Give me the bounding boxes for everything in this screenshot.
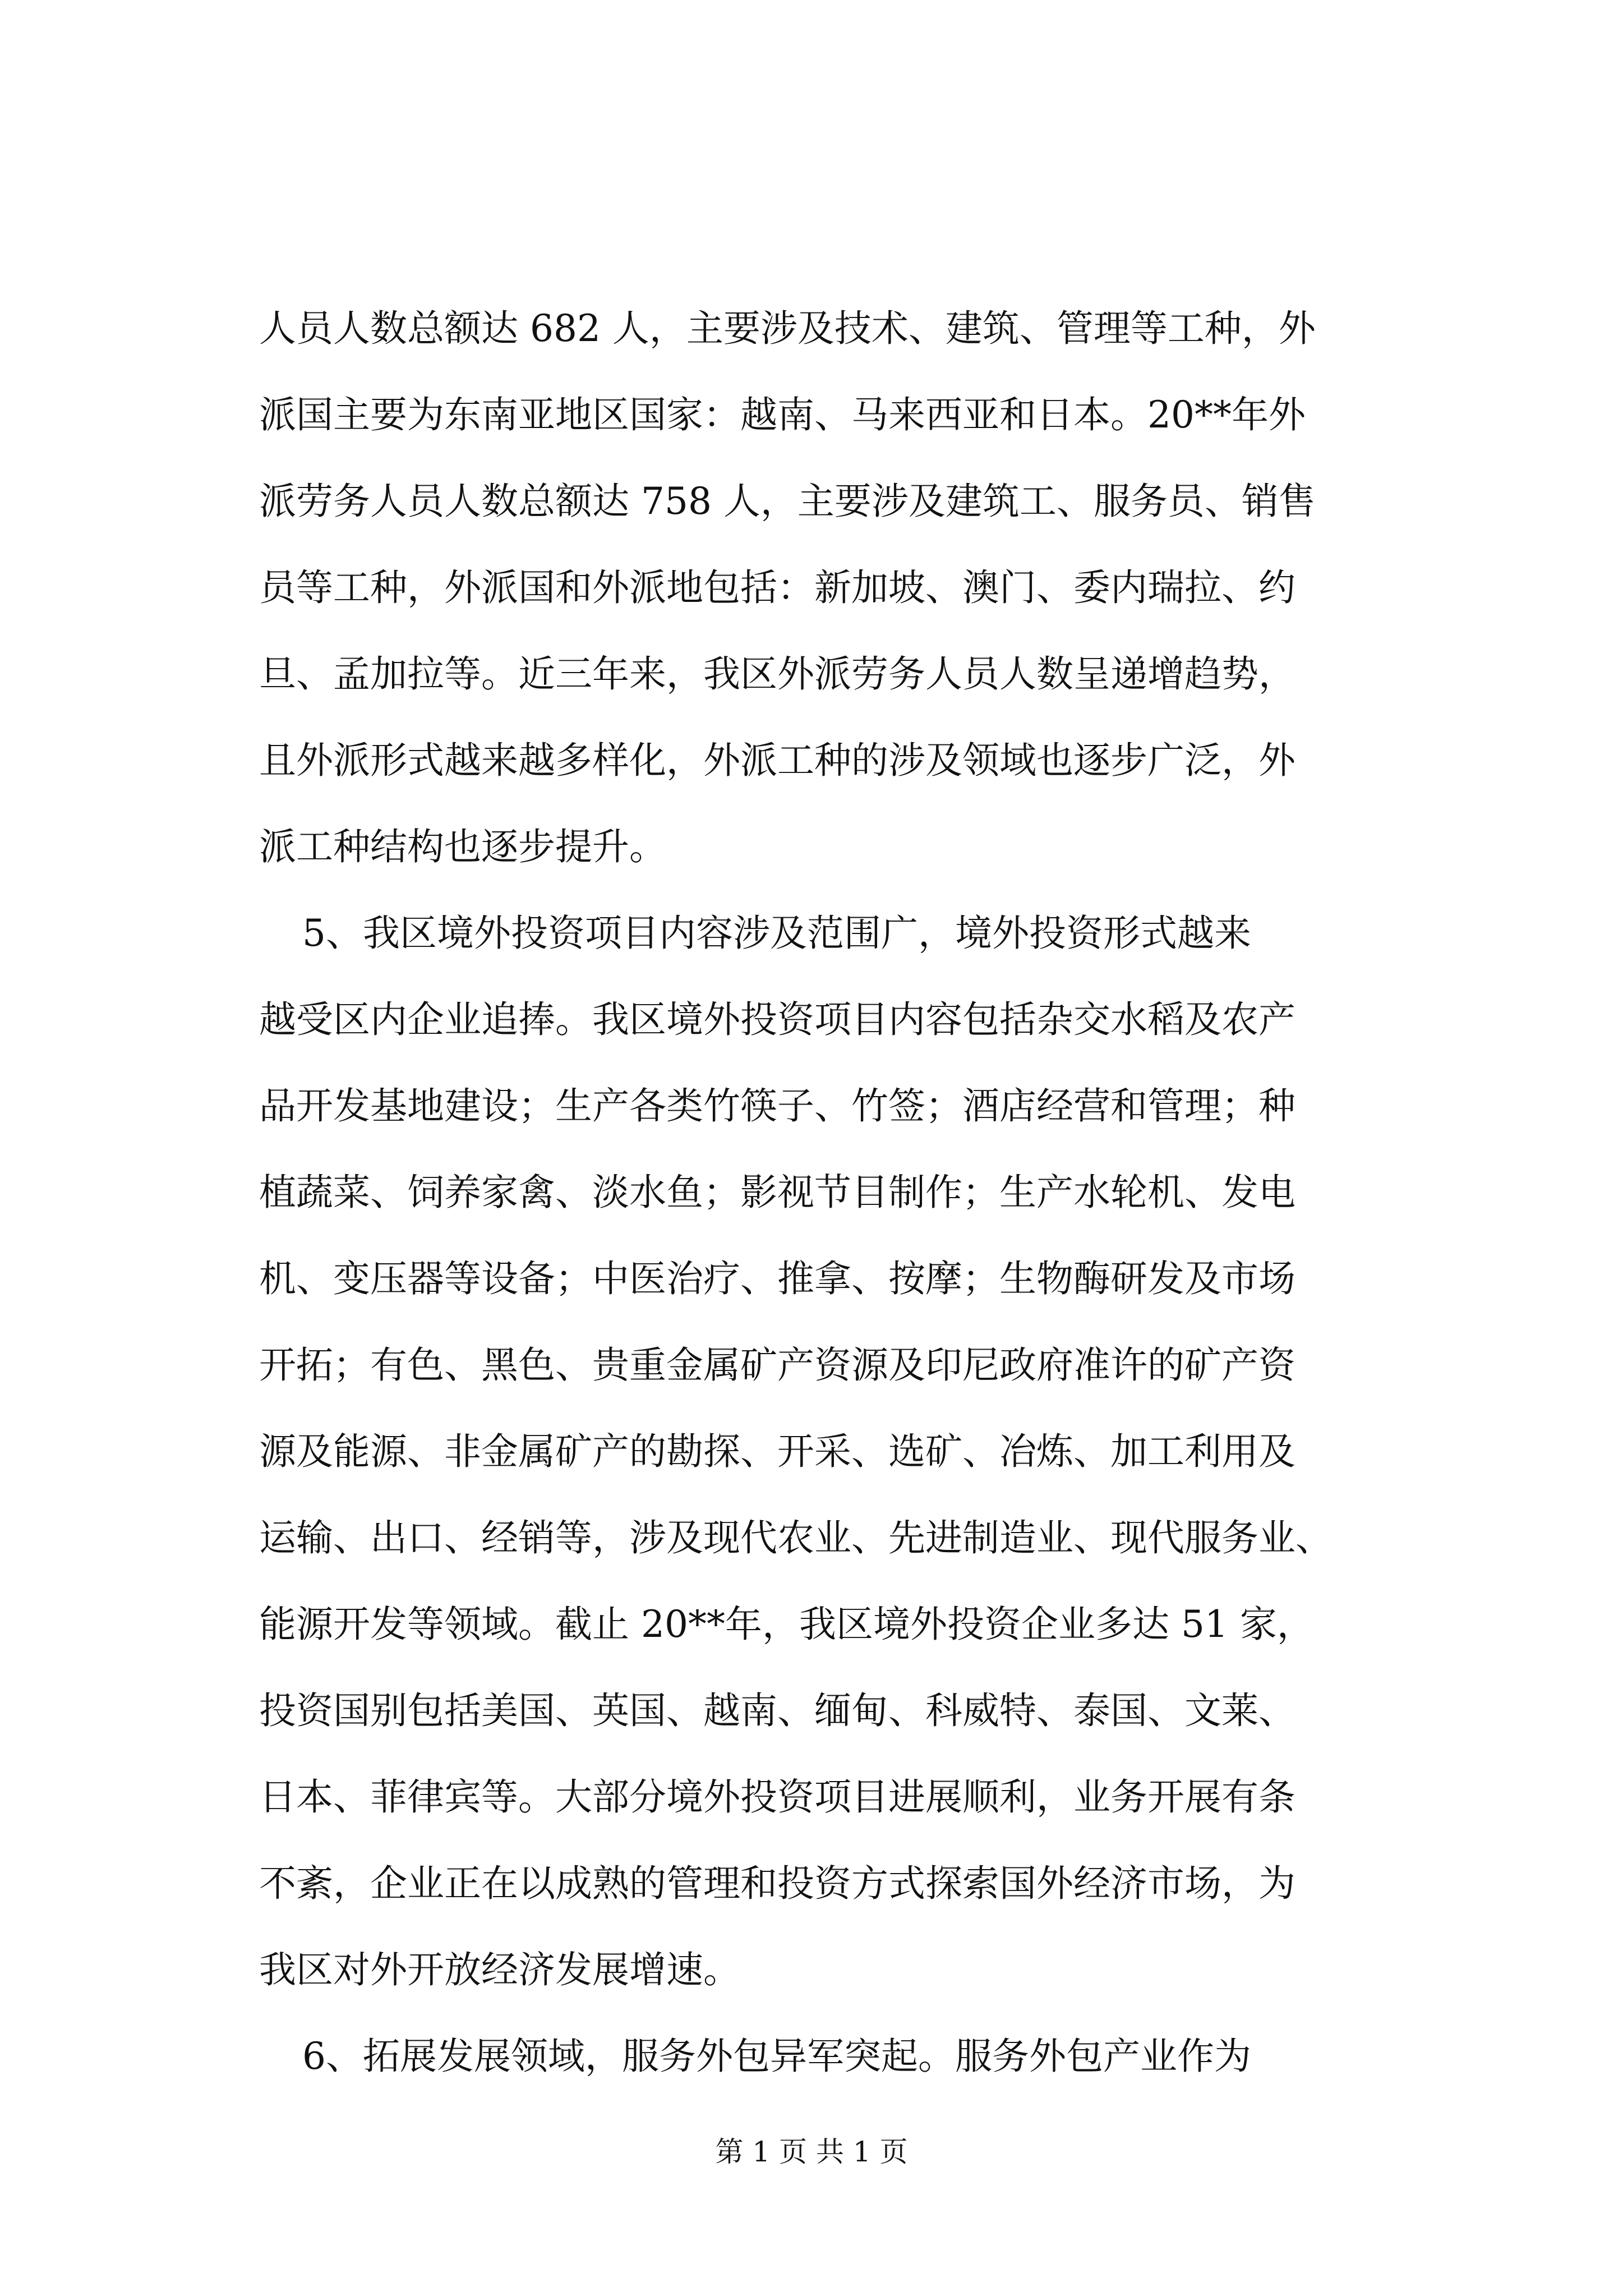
text-line: 派工种结构也逐步提升。: [259, 825, 666, 868]
text-line: 投资国别包括美国、英国、越南、缅甸、科威特、泰国、文莱、: [259, 1689, 1295, 1732]
text-line: 不紊，企业正在以成熟的管理和投资方式探索国外经济市场，为: [259, 1862, 1295, 1905]
text-line: 5、我区境外投资项目内容涉及范围广，境外投资形式越来: [302, 912, 1251, 955]
text-line: 人员人数总额达 682 人，主要涉及技术、建筑、管理等工种，外: [259, 307, 1316, 350]
text-line: 我区对外开放经济发展增速。: [259, 1948, 740, 1991]
text-line: 植蔬菜、饲养家禽、淡水鱼；影视节目制作；生产水轮机、发电: [259, 1171, 1295, 1214]
text-line: 品开发基地建设；生产各类竹筷子、竹签；酒店经营和管理；种: [259, 1084, 1295, 1128]
text-line: 员等工种，外派国和外派地包括：新加坡、澳门、委内瑞拉、约: [259, 566, 1295, 609]
text-line: 日本、菲律宾等。大部分境外投资项目进展顺利，业务开展有条: [259, 1775, 1295, 1819]
text-line: 开拓；有色、黑色、贵重金属矿产资源及印尼政府准许的矿产资: [259, 1343, 1295, 1387]
text-line: 机、变压器等设备；中医治疗、推拿、按摩；生物酶研发及市场: [259, 1257, 1295, 1300]
text-line: 派劳务人员人数总额达 758 人，主要涉及建筑工、服务员、销售: [259, 480, 1316, 523]
text-line: 6、拓展发展领域，服务外包异军突起。服务外包产业作为: [302, 2035, 1251, 2078]
text-line: 派国主要为东南亚地区国家：越南、马来西亚和日本。20**年外: [259, 393, 1306, 436]
text-line: 运输、出口、经销等，涉及现代农业、先进制造业、现代服务业、: [259, 1516, 1332, 1559]
text-line: 能源开发等领域。截止 20**年，我区境外投资企业多达 51 家，: [259, 1603, 1314, 1646]
text-line: 越受区内企业追捧。我区境外投资项目内容包括杂交水稻及农产: [259, 998, 1295, 1041]
text-line: 旦、孟加拉等。近三年来，我区外派劳务人员人数呈递增趋势，: [259, 652, 1295, 696]
text-line: 源及能源、非金属矿产的勘探、开采、选矿、冶炼、加工利用及: [259, 1430, 1295, 1473]
text-line: 且外派形式越来越多样化，外派工种的涉及领域也逐步广泛，外: [259, 739, 1295, 782]
page-footer: 第 1 页 共 1 页: [715, 2136, 908, 2168]
